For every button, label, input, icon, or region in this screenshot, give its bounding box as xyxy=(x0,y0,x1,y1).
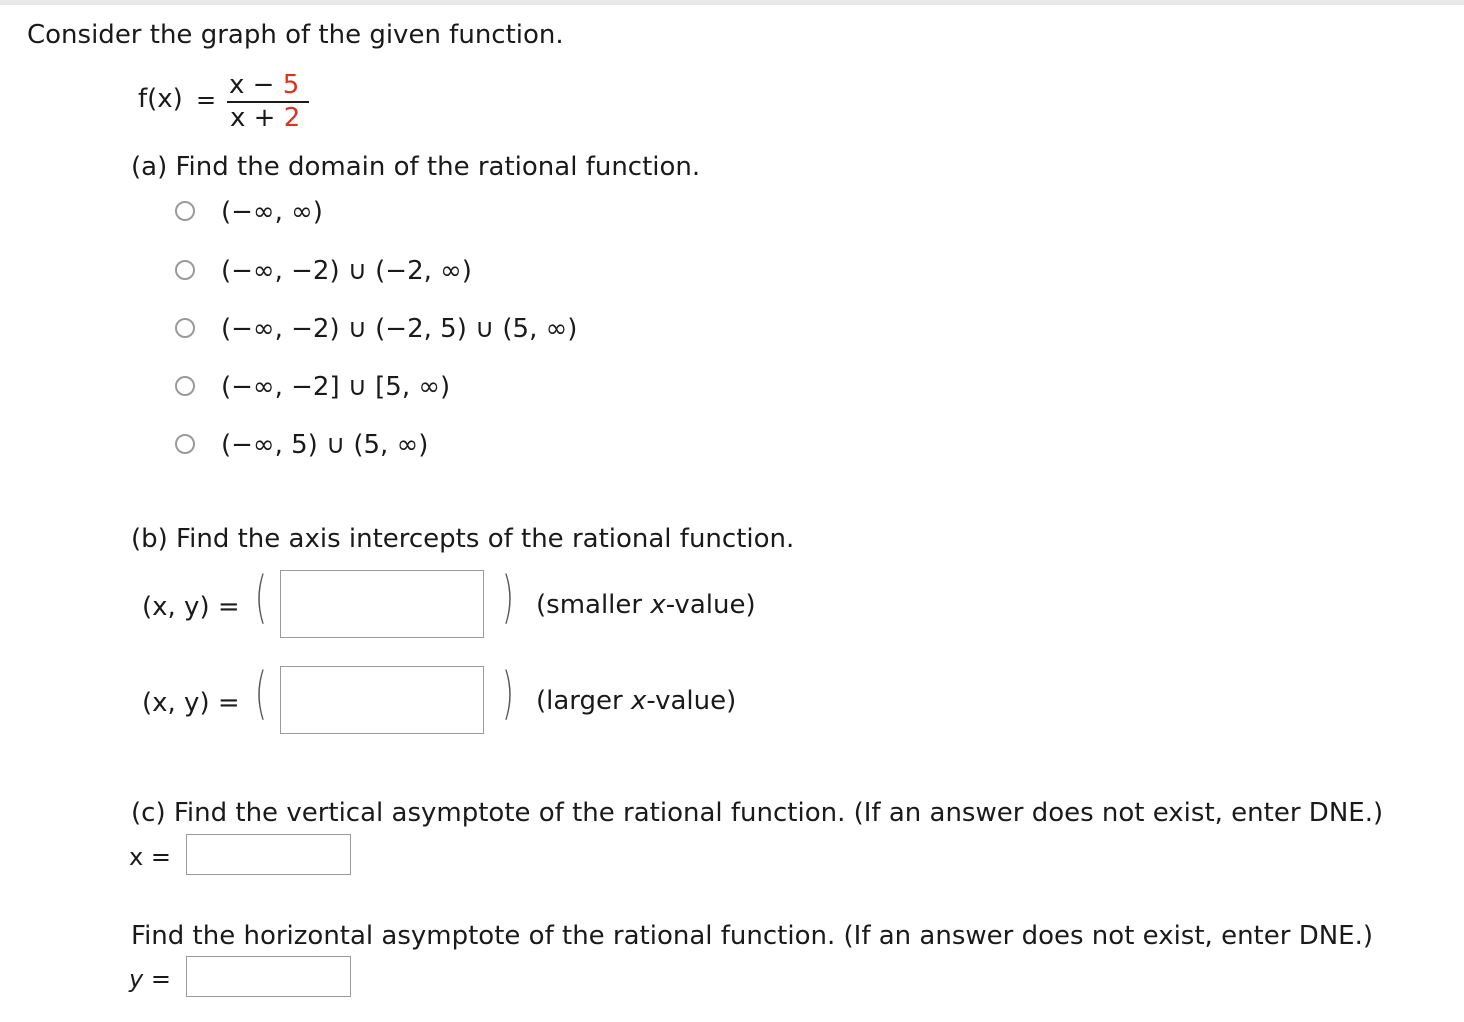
domain-option-5-label[interactable]: (−∞, 5) ∪ (5, ∞) xyxy=(221,430,429,460)
vertical-asymptote-label: x = xyxy=(129,843,171,871)
top-divider xyxy=(0,0,1464,5)
domain-option-1-radio[interactable] xyxy=(175,201,195,221)
intercept-1-hint-var: x xyxy=(650,590,666,620)
domain-option-4-label[interactable]: (−∞, −2] ∪ [5, ∞) xyxy=(221,372,451,402)
domain-option-1-label[interactable]: (−∞, ∞) xyxy=(221,197,323,227)
horizontal-asymptote-input[interactable] xyxy=(186,956,351,997)
numerator-variable: x − xyxy=(229,70,283,100)
domain-option-2-radio[interactable] xyxy=(175,260,195,280)
function-label: f(x) xyxy=(138,84,183,114)
fraction-denominator xyxy=(230,103,300,133)
part-a-prompt: (a) Find the domain of the rational function. xyxy=(131,152,701,182)
intercept-2-open-paren: ( xyxy=(254,661,267,726)
intercept-1-hint xyxy=(536,590,756,620)
intercept-1-label: (x, y) = xyxy=(142,592,240,622)
intercept-2-label: (x, y) = xyxy=(142,688,240,718)
denominator-constant: 2 xyxy=(283,103,301,133)
intercept-1-hint-pre: (smaller xyxy=(536,590,651,620)
intercept-2-input[interactable] xyxy=(280,666,484,734)
intercept-1-close-paren: ) xyxy=(501,565,514,630)
question-intro: Consider the graph of the given function. xyxy=(27,20,564,50)
intercept-1-input[interactable] xyxy=(280,570,484,638)
numerator-constant: 5 xyxy=(282,70,300,100)
part-c-prompt: (c) Find the vertical asymptote of the rational function. (If an answer does not exist, enter DNE.) xyxy=(131,798,1384,828)
horizontal-asymptote-prompt: Find the horizontal asymptote of the rational function. (If an answer does not exist, enter DNE.) xyxy=(131,921,1373,951)
part-b-prompt: (b) Find the axis intercepts of the rational function. xyxy=(131,524,795,554)
function-equals: = xyxy=(196,86,217,114)
domain-option-3-radio[interactable] xyxy=(175,318,195,338)
intercept-2-hint-pre: (larger xyxy=(536,686,631,716)
intercept-2-hint-var: x xyxy=(631,686,647,716)
domain-option-2-label[interactable]: (−∞, −2) ∪ (−2, ∞) xyxy=(221,256,472,286)
horizontal-asymptote-label: y = xyxy=(129,965,171,993)
domain-option-4-radio[interactable] xyxy=(175,376,195,396)
intercept-1-hint-post: -value) xyxy=(665,590,756,620)
fraction-numerator xyxy=(229,70,299,100)
domain-option-3-label[interactable]: (−∞, −2) ∪ (−2, 5) ∪ (5, ∞) xyxy=(221,314,578,344)
domain-option-5-radio[interactable] xyxy=(175,434,195,454)
intercept-2-close-paren: ) xyxy=(501,661,514,726)
intercept-2-hint xyxy=(536,686,736,716)
denominator-variable: x + xyxy=(230,103,284,133)
intercept-1-open-paren: ( xyxy=(254,565,267,630)
vertical-asymptote-input[interactable] xyxy=(186,834,351,875)
intercept-2-hint-post: -value) xyxy=(646,686,737,716)
